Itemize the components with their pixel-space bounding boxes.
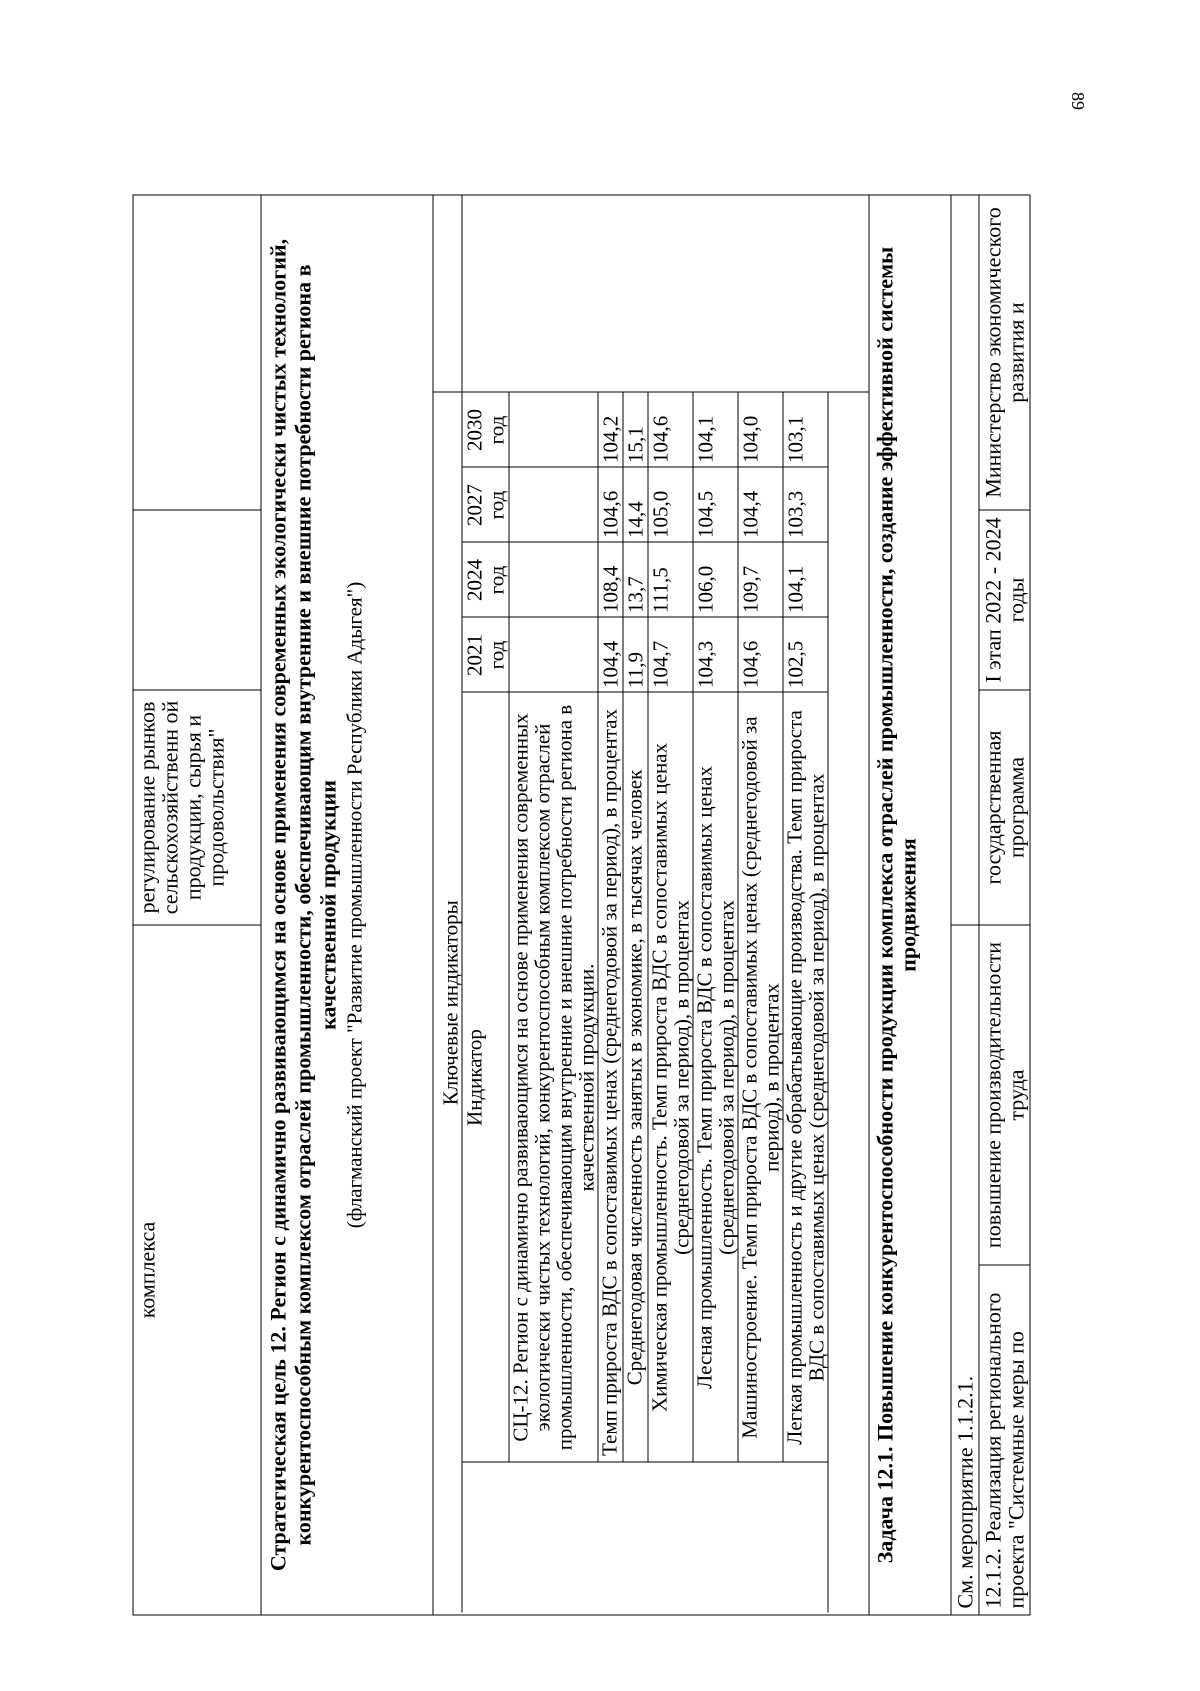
- indicator-value: 15,1: [623, 392, 648, 467]
- measure-document: государственная программа: [979, 690, 1030, 925]
- indicator-value: 104,6: [738, 617, 783, 692]
- indicators-intro-row: [509, 195, 598, 1612]
- indicator-value: 104,1: [693, 392, 738, 467]
- empty-cell: [951, 195, 979, 925]
- empty-cell: [738, 1462, 783, 1612]
- indicator-name: Среднегодовая численность занятых в экономике, в тысячах человек: [623, 692, 648, 1462]
- indicator-value: 104,4: [598, 617, 623, 692]
- event-reference: См. мероприятие 1.1.2.1.: [951, 925, 979, 1615]
- measure-name: 12.1.2. Реализация регионального проекта "Системные меры по: [979, 1265, 1030, 1615]
- measure-period: I этап 2022 - 2024 годы: [979, 510, 1030, 690]
- indicator-value: 111,5: [648, 542, 693, 617]
- measure-row: [979, 195, 1030, 1615]
- indicator-goal-description: СЦ-12. Регион с динамично развивающимся на основе применения современных экологически чистых технологий, конкурентоспособным комплексом отраслей промышленности, обеспечивающим внутренние и внешние потребности региона в качественной продукции.: [509, 692, 598, 1462]
- empty-cell: [509, 392, 598, 467]
- task-row: [869, 195, 951, 1615]
- rotated-document-sheet: [133, 195, 1098, 1615]
- indicator-row: [623, 195, 648, 1612]
- key-indicators-label: Ключевые индикаторы: [434, 392, 463, 1612]
- complex-cell: комплекса: [133, 925, 261, 1615]
- indicator-value: 104,1: [783, 542, 828, 617]
- indicator-value: 105,0: [648, 467, 693, 542]
- indicators-bottom-spacer: [828, 195, 868, 1612]
- regulation-cell: регулирование рынков сельскохозяйственн ой продукции, сырья и продовольствия": [133, 690, 261, 925]
- indicator-value: 103,3: [783, 467, 828, 542]
- indicator-row: [783, 195, 828, 1612]
- empty-cell: [783, 1462, 828, 1612]
- empty-column: [462, 195, 868, 392]
- indicators-cell: [433, 195, 869, 1615]
- empty-cell: [598, 1462, 623, 1612]
- year-header: 2024 год: [462, 542, 509, 617]
- empty-cell: [509, 542, 598, 617]
- empty-cell: [623, 1462, 648, 1612]
- empty-cell: [648, 1462, 693, 1612]
- task-title: Задача 12.1. Повышение конкурентоспособности продукции комплекса отраслей промышленности, создание эффективной системы продвижения: [869, 195, 951, 1615]
- measure-purpose: повышение производительности труда: [979, 925, 1030, 1265]
- measure-executor: Министерство экономического развития и: [979, 195, 1030, 510]
- indicator-value: 14,4: [623, 467, 648, 542]
- indicator-value: 13,7: [623, 542, 648, 617]
- strategic-goal-row: [261, 195, 433, 1615]
- empty-cell: [462, 1462, 509, 1612]
- indicator-value: 104,0: [738, 392, 783, 467]
- empty-cell: [509, 467, 598, 542]
- indicator-name: Легкая промышленность и другие обрабатывающие производства. Темп прироста ВДС в сопоставимых ценах (среднегодовой за период), в процентах: [783, 692, 828, 1462]
- indicator-name: Темп прироста ВДС в сопоставимых ценах (среднегодовой за период), в процентах: [598, 692, 623, 1462]
- indicator-value: 104,4: [738, 467, 783, 542]
- strategic-goal-cell: [261, 195, 433, 1615]
- indicator-value: 103,1: [783, 392, 828, 467]
- indicators-row: [433, 195, 869, 1615]
- indicator-value: 104,2: [598, 392, 623, 467]
- indicator-value: 108,4: [598, 542, 623, 617]
- indicator-row: [598, 195, 623, 1612]
- indicator-name: Химическая промышленность. Темп прироста ВДС в сопоставимых ценах (среднегодовой за период), в процентах: [648, 692, 693, 1462]
- indicator-value: 11,9: [623, 617, 648, 692]
- previous-section-row: [133, 195, 261, 1615]
- year-header: 2030 год: [462, 392, 509, 467]
- indicator-name: Лесная промышленность. Темп прироста ВДС в сопоставимых ценах (среднегодовой за период), в процентах: [693, 692, 738, 1462]
- indicator-header: Индикатор: [462, 692, 509, 1462]
- indicator-row: [693, 195, 738, 1612]
- indicator-row: [648, 195, 693, 1612]
- year-header: 2021 год: [462, 617, 509, 692]
- empty-cell: [509, 617, 598, 692]
- empty-cell: [509, 1462, 598, 1612]
- indicators-table: [434, 195, 869, 1612]
- indicators-header-row: [462, 195, 509, 1612]
- empty-cell: [434, 195, 463, 392]
- indicator-value: 109,7: [738, 542, 783, 617]
- year-header: 2027 год: [462, 467, 509, 542]
- indicator-value: 104,7: [648, 617, 693, 692]
- indicator-value: 104,6: [648, 392, 693, 467]
- page-number: 89: [1068, 92, 1088, 110]
- indicator-name: Машиностроение. Темп прироста ВДС в сопоставимых ценах (среднегодовой за период), в процентах: [738, 692, 783, 1462]
- indicator-value: 102,5: [783, 617, 828, 692]
- event-ref-row: [951, 195, 979, 1615]
- empty-cell: [133, 195, 261, 510]
- strategic-goal-title: Стратегическая цель 12. Регион с динамично развивающимся на основе применения современных экологически чистых технологий, конкурентоспособным комплексом отраслей промышленности, обеспечивающим внутренние и внешние потребности региона в качественной продукции: [265, 238, 341, 1571]
- document-table: [133, 194, 1031, 1615]
- indicator-value: 104,5: [693, 467, 738, 542]
- indicator-row: [738, 195, 783, 1612]
- indicators-label-row: [434, 195, 463, 1612]
- empty-cell: [828, 392, 868, 1612]
- flagship-project: (флагманский проект "Развитие промышленности Республики Адыгея"): [342, 581, 367, 1228]
- empty-cell: [693, 1462, 738, 1612]
- indicator-value: 104,6: [598, 467, 623, 542]
- empty-cell: [133, 510, 261, 690]
- indicator-value: 104,3: [693, 617, 738, 692]
- indicator-value: 106,0: [693, 542, 738, 617]
